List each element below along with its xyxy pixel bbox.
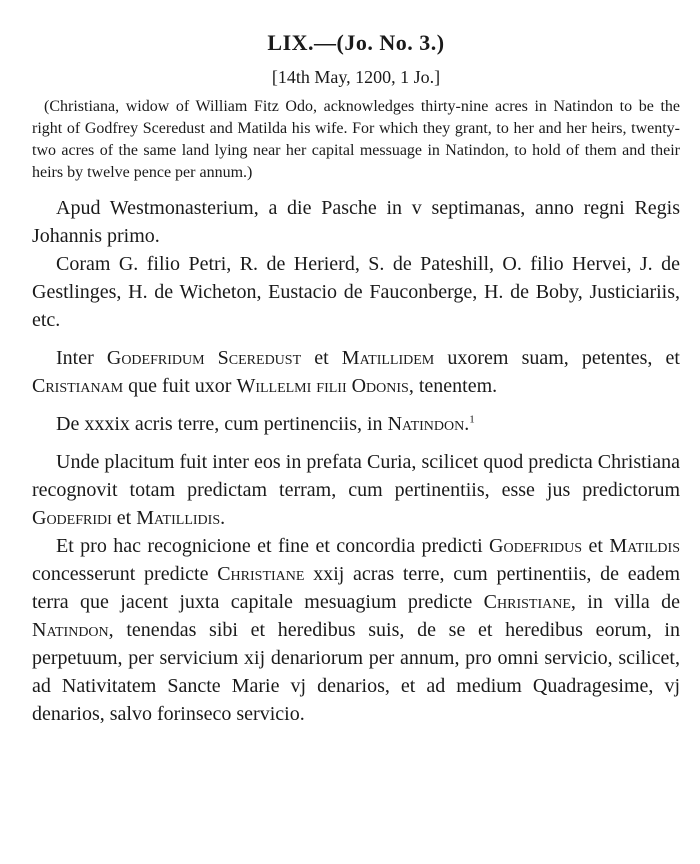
concession-text-5: , in villa de [570,591,680,613]
parties-text-3: uxorem suam, petentes, et [434,347,680,369]
land-text-2: . [464,413,470,435]
concession-text-3: concesserunt predicte [32,563,218,585]
party-name-cristianam: Cristianam [32,375,124,397]
name-matildis: Matildis [609,535,680,557]
english-summary: (Christiana, widow of William Fitz Odo, acknowledges thirty-nine acres in Natindon to be the right of Godfrey Sceredust and Matilda his wife. For which they grant, to her and her heirs, twenty-two acres of the same land lying near her capital messuage in Natindon, to hold of them and their heirs by twelve pence per annum.) [32,98,680,181]
concession-paragraph [32,532,680,728]
land-text-1: De xxxix acris terre, cum pertinenciis, in [56,413,388,435]
justices-paragraph: Coram G. filio Petri, R. de Herierd, S. de Pateshill, O. filio Hervei, J. de Gestlinges, H. de Wicheton, Eustacio de Fauconberge, H. de Boby, Justiciariis, etc. [32,253,680,331]
concession-text-2: et [582,535,610,557]
party-name-godefridum: Godefridum Sceredust [106,347,302,369]
record-date: [14th May, 1200, 1 Jo.] [271,67,441,87]
place-name-natindon: Natindon [387,413,465,435]
parties-text-1: Inter [56,347,107,369]
name-godefridi: Godefridi [32,507,112,529]
recognition-text-3: . [220,507,226,529]
parties-paragraph [32,344,680,400]
footnote-marker[interactable]: 1 [469,413,475,426]
name-godefridus: Godefridus [489,535,583,557]
name-christiane-2: Christiane [483,591,571,613]
concession-text-1: Et pro hac recognicione et fine et concordia predicti [56,535,490,557]
recognition-text-2: et [111,507,137,529]
record-title: LIX.—(Jo. No. 3.) [267,30,445,55]
party-name-matillidem: Matillidem [341,347,435,369]
recognition-text-1: Unde placitum fuit inter eos in prefata Curia, scilicet quod predicta Christiana recognovit totam predictam terram, cum pertinentiis, esse jus predictorum [32,451,680,501]
parties-text-5: , tenentem. [408,375,498,397]
document-page [32,28,680,728]
recognition-paragraph [32,448,680,532]
parties-text-4: que fuit uxor [123,375,237,397]
place-and-date-paragraph: Apud Westmonasterium, a die Pasche in v septimanas, anno regni Regis Johannis primo. [32,197,680,247]
land-paragraph [32,410,680,438]
name-matillidis: Matillidis [136,507,221,529]
party-name-willelmi: Willelmi filii Odonis [236,375,409,397]
place-name-natindon-2: Natindon [32,619,109,641]
concession-text-4: xxij acras terre, cum pertinentiis, de eadem terra que jacent juxta capitale mesuagium predicte [32,563,680,613]
concession-text-6: , tenendas sibi et heredibus suis, de se et heredibus eorum, in perpetuum, per servicium xij denariorum per annum, pro omni servicio, scilicet, ad Nativitatem Sancte Marie vj denarios, et ad medium Quadragesime, vj denarios, salvo forinseco servicio. [32,619,680,725]
parties-text-2: et [301,347,342,369]
name-christiane-1: Christiane [217,563,305,585]
